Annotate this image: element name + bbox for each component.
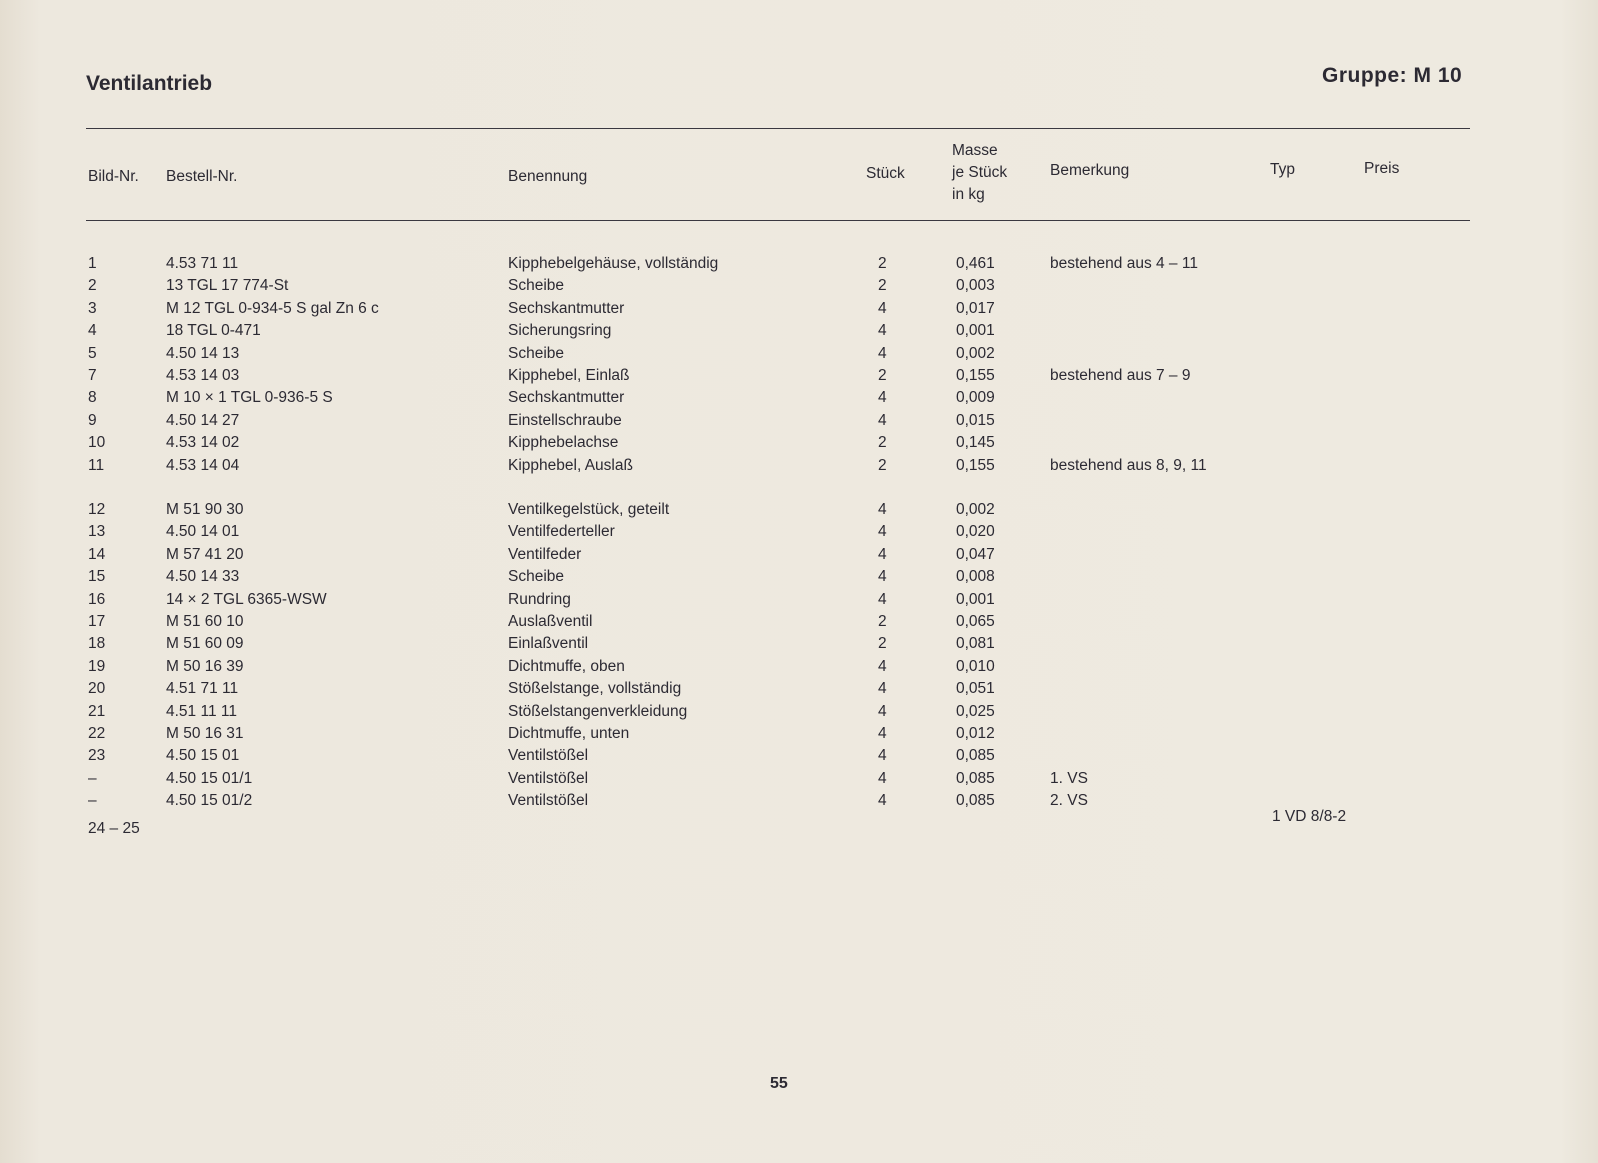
- table-row: [0, 790, 1598, 812]
- header-bottom-rule: [86, 220, 1470, 221]
- stueck-cell: 2: [878, 635, 887, 653]
- stueck-cell: 4: [878, 523, 887, 541]
- stueck-cell: 4: [878, 411, 887, 429]
- table-row: [0, 656, 1598, 678]
- bestell-nr-cell: 13 TGL 17 774-St: [166, 277, 289, 295]
- benennung-cell: Kipphebelgehäuse, vollständig: [508, 255, 719, 272]
- table-row: [0, 589, 1598, 611]
- bestell-nr-cell: 4.50 14 33: [166, 568, 240, 586]
- masse-cell: 0,009: [956, 389, 995, 407]
- stueck-cell: 4: [878, 501, 887, 518]
- benennung-cell: Scheibe: [508, 277, 565, 295]
- bild-nr-cell: 18: [88, 635, 106, 653]
- bild-nr-cell: 19: [88, 657, 106, 675]
- benennung-cell: Scheibe: [508, 568, 565, 586]
- header-top-rule: [86, 128, 1470, 129]
- bestell-nr-cell: 4.50 14 01: [166, 523, 240, 541]
- benennung-cell: Einlaßventil: [508, 635, 589, 653]
- stueck-cell: 2: [878, 434, 887, 452]
- bild-nr-cell: 1: [88, 255, 97, 272]
- bild-nr-cell: 17: [88, 613, 106, 630]
- masse-cell: 0,155: [956, 456, 995, 474]
- table-row: [0, 611, 1598, 633]
- bestell-nr-cell: M 50 16 31: [166, 725, 244, 742]
- benennung-cell: Ventilkegelstück, geteilt: [508, 501, 670, 518]
- masse-cell: 0,001: [956, 590, 995, 608]
- bild-nr-cell: 21: [88, 702, 106, 720]
- benennung-cell: Rundring: [508, 590, 571, 608]
- bild-nr-cell: 23: [88, 747, 106, 765]
- table-row: [0, 343, 1598, 365]
- bild-nr-cell: 10: [88, 434, 106, 452]
- bild-nr-cell: 12: [88, 501, 106, 518]
- bild-nr-cell: 3: [88, 299, 97, 317]
- table-row: [0, 701, 1598, 723]
- table-row: [0, 253, 1598, 275]
- masse-cell: 0,012: [956, 725, 995, 742]
- benennung-cell: Ventilstößel: [508, 769, 589, 787]
- masse-cell: 0,020: [956, 523, 995, 541]
- col-header-masse-3: in kg: [952, 186, 985, 203]
- masse-cell: 0,085: [956, 747, 995, 765]
- col-header-masse-1: Masse: [952, 142, 998, 159]
- table-row: [0, 678, 1598, 700]
- benennung-cell: Stößelstangenverkleidung: [508, 702, 688, 720]
- table-row: [0, 745, 1598, 767]
- masse-cell: 0,047: [956, 545, 995, 563]
- stueck-cell: 4: [878, 657, 887, 675]
- col-header-preis: Preis: [1364, 160, 1400, 177]
- masse-cell: 0,461: [956, 255, 995, 272]
- table-row: [0, 566, 1598, 588]
- masse-cell: 0,003: [956, 277, 995, 295]
- bestell-nr-cell: M 57 41 20: [166, 545, 244, 563]
- bemerkung-cell: bestehend aus 4 – 11: [1050, 255, 1198, 272]
- stueck-cell: 4: [878, 389, 887, 407]
- bild-nr-cell: 16: [88, 590, 106, 608]
- stueck-cell: 4: [878, 299, 887, 317]
- bild-nr-cell: 7: [88, 367, 97, 384]
- benennung-cell: Sechskantmutter: [508, 299, 625, 317]
- table-row: [0, 633, 1598, 655]
- masse-cell: 0,085: [956, 769, 995, 787]
- table-row: [0, 320, 1598, 342]
- bemerkung-cell: bestehend aus 7 – 9: [1050, 367, 1191, 384]
- table-row: [0, 387, 1598, 409]
- masse-cell: 0,155: [956, 367, 995, 384]
- bemerkung-cell: bestehend aus 8, 9, 11: [1050, 456, 1207, 474]
- bestell-nr-cell: 4.53 14 03: [166, 367, 240, 384]
- masse-cell: 0,002: [956, 501, 995, 518]
- bestell-nr-cell: M 51 90 30: [166, 501, 244, 518]
- benennung-cell: Ventilstößel: [508, 792, 589, 810]
- bestell-nr-cell: 4.50 15 01/1: [166, 769, 253, 787]
- bild-nr-cell: 22: [88, 725, 106, 742]
- table-row: [0, 544, 1598, 566]
- benennung-cell: Ventilfederteller: [508, 523, 615, 541]
- col-header-bild-nr: Bild-Nr.: [88, 168, 139, 185]
- benennung-cell: Ventilfeder: [508, 545, 582, 563]
- stueck-cell: 2: [878, 367, 887, 384]
- stueck-cell: 2: [878, 255, 887, 272]
- col-header-stueck: Stück: [866, 165, 905, 182]
- benennung-cell: Auslaßventil: [508, 613, 593, 630]
- table-row: [0, 768, 1598, 790]
- benennung-cell: Einstellschraube: [508, 411, 622, 429]
- bestell-nr-cell: 4.50 14 27: [166, 411, 240, 429]
- typ-value: 1 VD 8/8-2: [1272, 808, 1347, 825]
- bild-nr-cell: 11: [88, 456, 105, 474]
- col-header-typ: Typ: [1270, 161, 1295, 178]
- col-header-benennung: Benennung: [508, 168, 588, 185]
- table-row: [0, 432, 1598, 454]
- stueck-cell: 4: [878, 725, 887, 742]
- benennung-cell: Scheibe: [508, 344, 565, 362]
- masse-cell: 0,025: [956, 702, 995, 720]
- bestell-nr-cell: M 50 16 39: [166, 657, 244, 675]
- table-row: [0, 723, 1598, 745]
- table-row: [0, 298, 1598, 320]
- masse-cell: 0,010: [956, 657, 995, 675]
- bestell-nr-cell: 4.53 14 02: [166, 434, 240, 452]
- benennung-cell: Kipphebel, Auslaß: [508, 456, 633, 474]
- benennung-cell: Kipphebel, Einlaß: [508, 367, 630, 384]
- masse-cell: 0,001: [956, 322, 995, 340]
- stueck-cell: 4: [878, 792, 887, 810]
- masse-cell: 0,002: [956, 344, 995, 362]
- benennung-cell: Stößelstange, vollständig: [508, 680, 682, 698]
- bild-nr-cell: –: [88, 769, 97, 787]
- stueck-cell: 4: [878, 702, 887, 720]
- bild-nr-cell: 15: [88, 568, 106, 586]
- bild-nr-cell: –: [88, 792, 97, 810]
- stueck-cell: 4: [878, 344, 887, 362]
- bild-nr-cell: 2: [88, 277, 97, 295]
- benennung-cell: Kipphebelachse: [508, 434, 619, 452]
- benennung-cell: Ventilstößel: [508, 747, 589, 765]
- stueck-cell: 4: [878, 568, 887, 586]
- bestell-nr-cell: 4.51 11 11: [166, 702, 237, 720]
- page-number: 55: [770, 1075, 788, 1092]
- bild-nr-cell: 4: [88, 322, 97, 340]
- stueck-cell: 4: [878, 545, 887, 563]
- bemerkung-cell: 2. VS: [1050, 792, 1088, 810]
- col-header-bestell-nr: Bestell-Nr.: [166, 168, 238, 185]
- bild-range: 24 – 25: [88, 820, 140, 837]
- bild-nr-cell: 20: [88, 680, 106, 698]
- col-header-masse-2: je Stück: [952, 164, 1008, 181]
- bild-nr-cell: 9: [88, 411, 97, 429]
- benennung-cell: Sicherungsring: [508, 322, 612, 340]
- bestell-nr-cell: 4.51 71 11: [166, 680, 239, 698]
- table-row: [0, 410, 1598, 432]
- col-header-bemerkung: Bemerkung: [1050, 162, 1130, 179]
- bestell-nr-cell: 4.50 15 01: [166, 747, 240, 765]
- masse-cell: 0,145: [956, 434, 995, 452]
- masse-cell: 0,085: [956, 792, 995, 810]
- masse-cell: 0,051: [956, 680, 995, 698]
- bemerkung-cell: 1. VS: [1050, 769, 1088, 787]
- benennung-cell: Sechskantmutter: [508, 389, 625, 407]
- stueck-cell: 2: [878, 613, 887, 630]
- bestell-nr-cell: 14 × 2 TGL 6365-WSW: [166, 590, 327, 608]
- table-row: [0, 521, 1598, 543]
- bestell-nr-cell: 4.50 14 13: [166, 344, 240, 362]
- bestell-nr-cell: 4.53 14 04: [166, 456, 240, 474]
- stueck-cell: 2: [878, 277, 887, 295]
- bestell-nr-cell: M 12 TGL 0-934-5 S gal Zn 6 c: [166, 299, 379, 317]
- bestell-nr-cell: M 51 60 10: [166, 613, 244, 630]
- stueck-cell: 4: [878, 769, 887, 787]
- masse-cell: 0,008: [956, 568, 995, 586]
- stueck-cell: 4: [878, 680, 887, 698]
- bild-nr-cell: 14: [88, 545, 106, 563]
- bestell-nr-cell: M 51 60 09: [166, 635, 244, 653]
- bild-nr-cell: 13: [88, 523, 106, 541]
- bild-nr-cell: 5: [88, 344, 97, 362]
- stueck-cell: 2: [878, 456, 887, 474]
- table-row: [0, 275, 1598, 297]
- group-label: Gruppe: M 10: [1322, 64, 1463, 87]
- stueck-cell: 4: [878, 322, 887, 340]
- bestell-nr-cell: M 10 × 1 TGL 0-936-5 S: [166, 389, 333, 407]
- stueck-cell: 4: [878, 590, 887, 608]
- masse-cell: 0,017: [956, 299, 995, 317]
- benennung-cell: Dichtmuffe, oben: [508, 657, 625, 675]
- page-title: Ventilantrieb: [86, 72, 213, 95]
- stueck-cell: 4: [878, 747, 887, 765]
- bestell-nr-cell: 18 TGL 0-471: [166, 322, 261, 340]
- bestell-nr-cell: 4.53 71 11: [166, 255, 239, 272]
- masse-cell: 0,081: [956, 635, 995, 653]
- bild-nr-cell: 8: [88, 389, 97, 407]
- table-row: [0, 455, 1598, 477]
- table-row: [0, 365, 1598, 387]
- masse-cell: 0,065: [956, 613, 995, 630]
- benennung-cell: Dichtmuffe, unten: [508, 725, 630, 742]
- bestell-nr-cell: 4.50 15 01/2: [166, 792, 253, 810]
- masse-cell: 0,015: [956, 411, 995, 429]
- table-row: [0, 499, 1598, 521]
